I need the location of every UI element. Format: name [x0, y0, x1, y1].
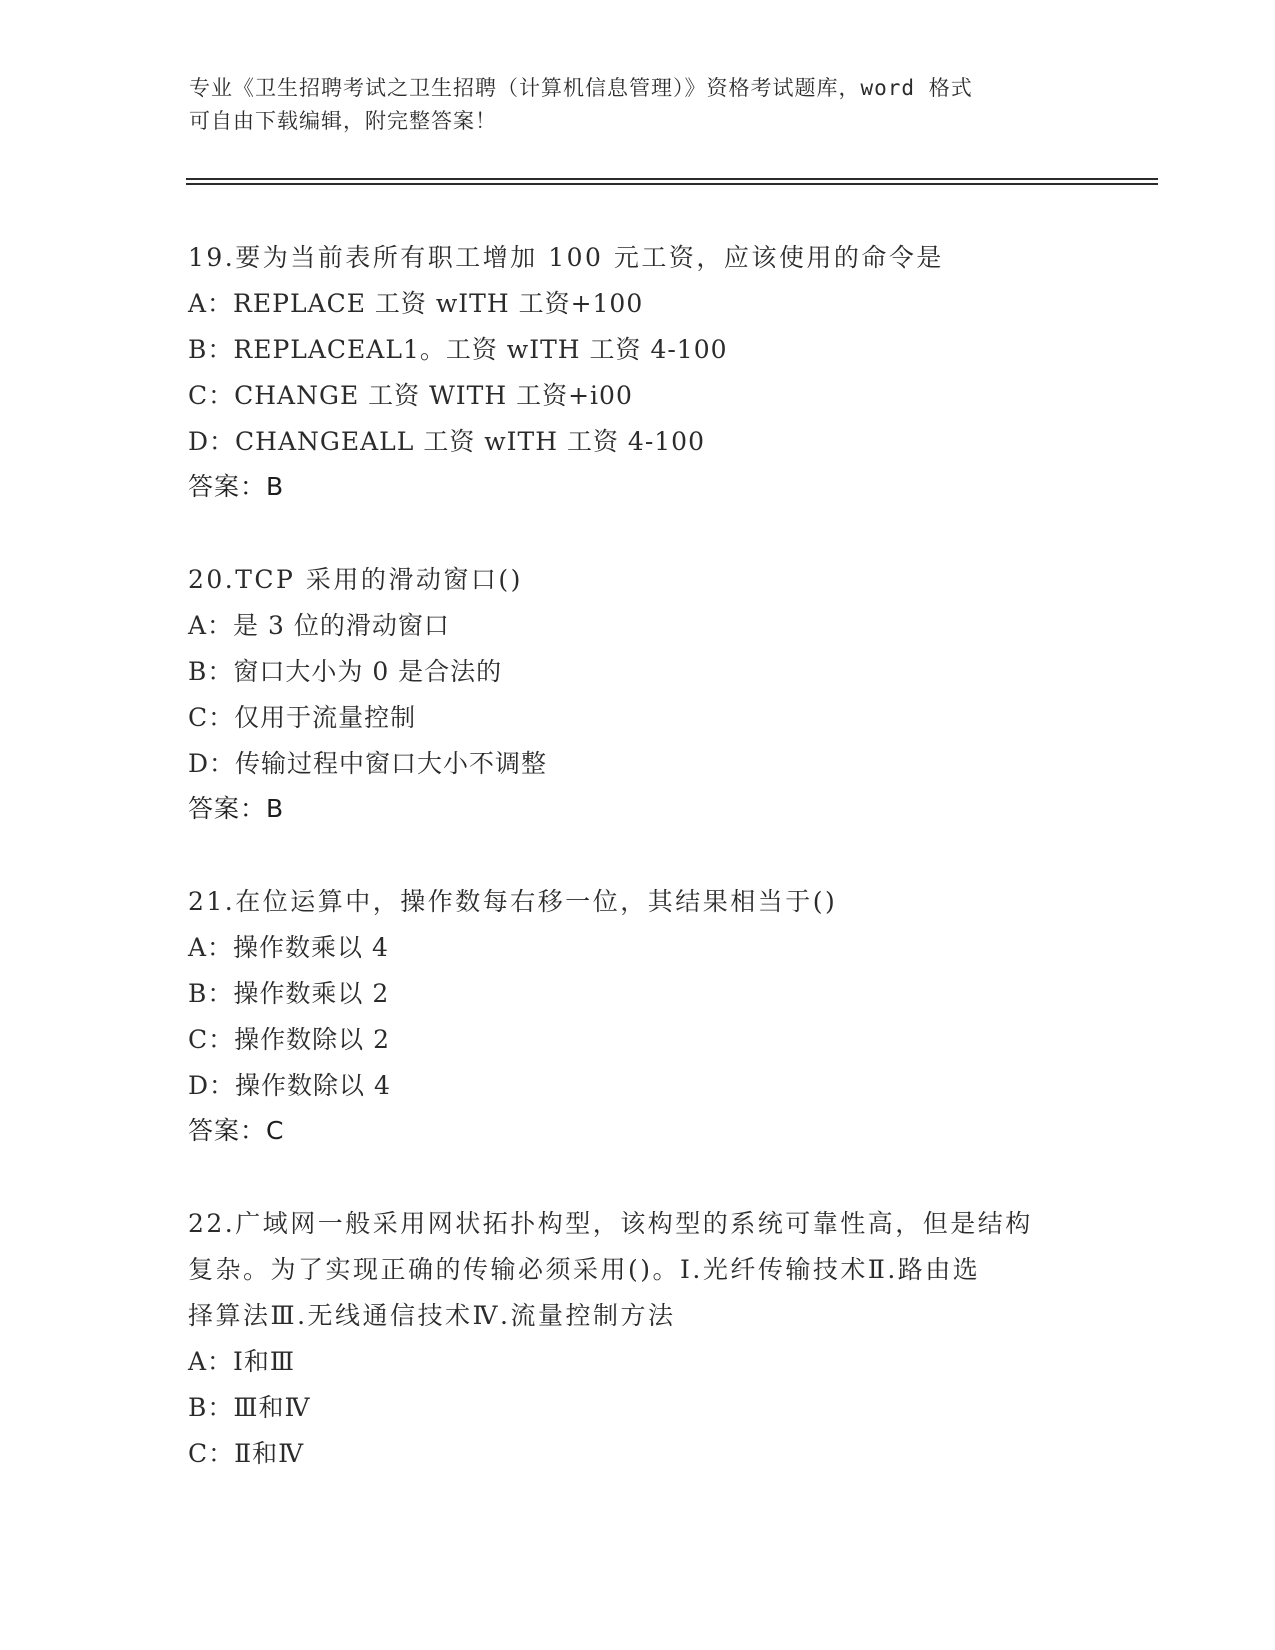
header-divider-top: [186, 178, 1158, 180]
option-d: D：传输过程中窗口大小不调整: [188, 749, 548, 778]
header-divider-bottom: [186, 183, 1158, 185]
option-d: D：CHANGEALL 工资 wITH 工资 4-100: [188, 427, 705, 456]
option-a: A：是 3 位的滑动窗口: [188, 611, 450, 640]
option-d: D：操作数除以 4: [188, 1071, 391, 1100]
option-c: C：仅用于流量控制: [188, 703, 417, 732]
header-line-2: 可自由下载编辑，附完整答案！: [189, 109, 497, 133]
option-c: C：操作数除以 2: [188, 1025, 390, 1054]
answer: 答案：C: [188, 1116, 285, 1145]
header-line-1: 专业《卫生招聘考试之卫生招聘（计算机信息管理）》资格考试题库，word 格式: [189, 76, 973, 100]
option-b: B：REPLACEAL1。工资 wITH 工资 4-100: [188, 335, 728, 364]
answer: 答案：B: [188, 472, 285, 501]
option-a: A：操作数乘以 4: [188, 933, 389, 962]
question-text-line-1: 22.广域网一般采用网状拓扑构型，该构型的系统可靠性高，但是结构: [188, 1209, 1033, 1238]
option-b: B：操作数乘以 2: [188, 979, 390, 1008]
question-22: [188, 1201, 1148, 1477]
option-c: C：Ⅱ和Ⅳ: [188, 1439, 305, 1468]
question-20: [188, 557, 1148, 831]
option-c: C：CHANGE 工资 WITH 工资+i00: [188, 381, 633, 410]
document-header: [189, 72, 1089, 138]
question-text: 20.TCP 采用的滑动窗口(): [188, 565, 523, 594]
question-text: 21.在位运算中，操作数每右移一位，其结果相当于(): [188, 887, 838, 916]
answer: 答案：B: [188, 794, 285, 823]
question-text: 19.要为当前表所有职工增加 100 元工资，应该使用的命令是: [188, 243, 944, 272]
question-21: [188, 879, 1148, 1153]
question-text-line-3: 择算法Ⅲ.无线通信技术Ⅳ.流量控制方法: [188, 1301, 676, 1330]
option-a: A：REPLACE 工资 wITH 工资+100: [188, 289, 644, 318]
option-a: A：Ⅰ和Ⅲ: [188, 1347, 296, 1376]
question-19: [188, 235, 1148, 509]
option-b: B：Ⅲ和Ⅳ: [188, 1393, 311, 1422]
question-text-line-2: 复杂。为了实现正确的传输必须采用()。Ⅰ.光纤传输技术Ⅱ.路由选: [188, 1255, 981, 1284]
option-b: B：窗口大小为 0 是合法的: [188, 657, 503, 686]
question-list: [188, 235, 1148, 1477]
